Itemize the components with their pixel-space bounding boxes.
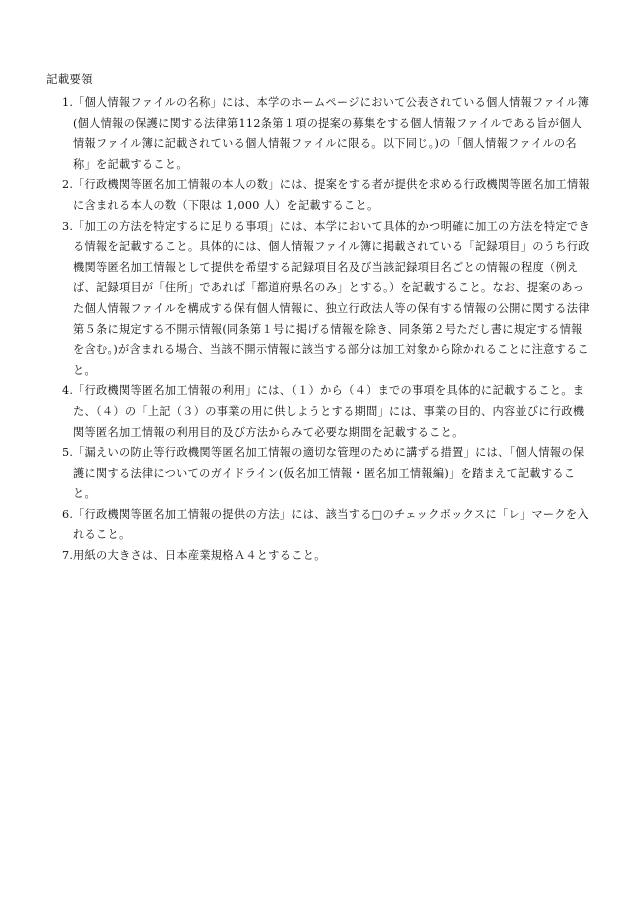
item-number: 2. <box>62 178 74 192</box>
page-heading: 記載要領 <box>46 72 93 86</box>
list-item <box>62 443 592 505</box>
list-item <box>62 93 592 175</box>
item-number: 7. <box>62 549 74 563</box>
item-number: 4. <box>62 384 74 398</box>
item-text: 「行政機関等匿名加工情報の利用」には、（１）から（４）までの事項を具体的に記載すること。また、（４）の「上記（３）の事業の用に供しようとする期間」には、事業の目的、内容並びに行政機関等匿名加工情報の利用目的及び方法からみて必要な期間を記載すること。 <box>73 384 585 439</box>
item-text: 「行政機関等匿名加工情報の本人の数」には、提案をする者が提供を求める行政機関等匿名加工情報に含まれる本人の数（下限は 1,000 人）を記載すること。 <box>73 178 590 212</box>
list-item <box>62 217 592 382</box>
item-text: 「加工の方法を特定するに足りる事項」には、本学において具体的かつ明確に加工の方法を特定できる情報を記載すること。具体的には、個人情報ファイル簿に掲載されている「記録項目」のうち行政機関等匿名加工情報として提供を希望する記録項目名及び当該記録項目名ごとの情報の程度（例えば、記録項目が「住所」であれば「都道府県名のみ」とする。）を記載すること。なお、提案のあった個人情報ファイルを構成する保有個人情報に、独立行政法人等の保有する情報の公開に関する法律第５条に規定する不開示情報(同条第１号に掲げる情報を除き、同条第２号ただし書に規定する情報を含む。)が含まれる場合、当該不開示情報に該当する部分は加工対象から除かれることに注意すること。 <box>73 219 590 377</box>
list-item <box>62 546 592 567</box>
instructions-list <box>62 93 592 567</box>
item-number: 6. <box>62 507 74 521</box>
list-item <box>62 175 592 216</box>
list-item <box>62 381 592 443</box>
item-text: 用紙の大きさは、日本産業規格Ａ４とすること。 <box>73 549 326 563</box>
item-number: 5. <box>62 446 74 460</box>
list-item <box>62 505 592 546</box>
item-number: 3. <box>62 219 74 233</box>
item-text: 「行政機関等匿名加工情報の提供の方法」には、該当する□のチェックボックスに「レ」マークを入れること。 <box>73 507 589 542</box>
item-text: 「個人情報ファイルの名称」には、本学のホームページにおいて公表されている個人情報ファイル簿(個人情報の保護に関する法律第112条第１項の提案の募集をする個人情報ファイルである旨が個人情報ファイル簿に記載されている個人情報ファイルに限る。以下同じ。)の「個人情報ファイルの名称」を記載すること。 <box>73 96 590 171</box>
item-number: 1. <box>62 96 74 109</box>
item-text: 「漏えいの防止等行政機関等匿名加工情報の適切な管理のために講ずる措置」には、「個人情報の保護に関する法律についてのガイドライン(仮名加工情報・匿名加工情報編)」を踏まえて記載すること。 <box>73 446 585 501</box>
